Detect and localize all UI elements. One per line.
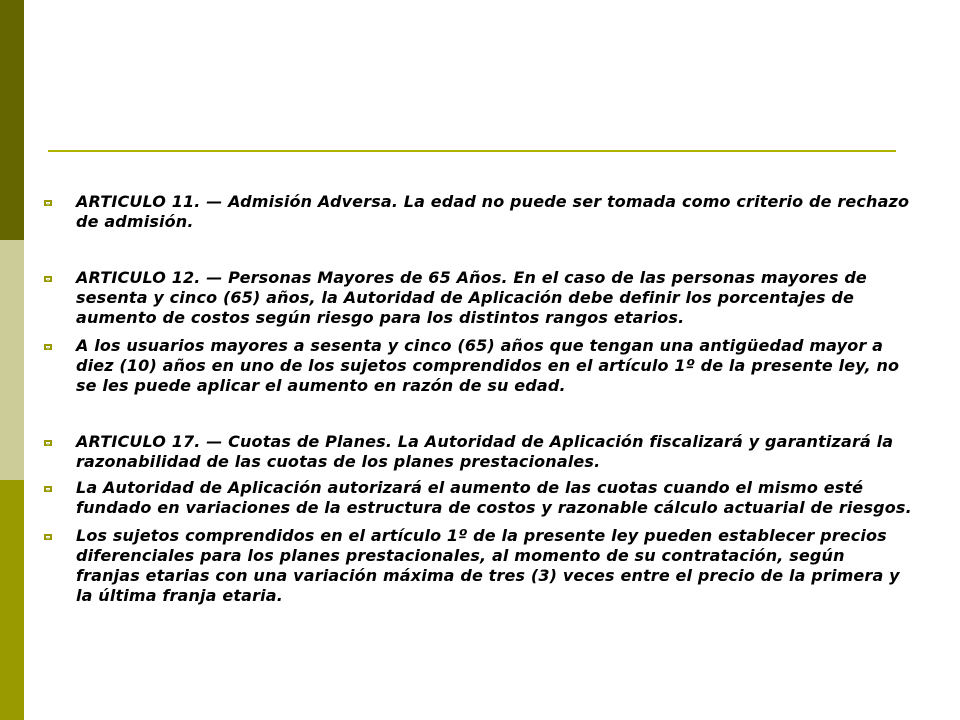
bullet-item-aumento-cuotas	[44, 478, 914, 518]
square-bullet-icon	[44, 486, 52, 492]
bullet-text: La Autoridad de Aplicación autorizará el aumento de las cuotas cuando el mismo esté fundado en variaciones de la estructura de costos y razonable cálculo actuarial de riesgos.	[76, 478, 912, 517]
square-bullet-icon	[44, 534, 52, 540]
side-bar-bottom	[0, 480, 24, 720]
bullet-text: A los usuarios mayores a sesenta y cinco (65) años que tengan una antigüedad mayor a diez (10) años en uno de los sujetos comprendidos en el artículo 1º de la presente ley, no se les puede aplicar el aumento en razón de su edad.	[76, 336, 900, 395]
side-bar-top	[0, 0, 24, 240]
bullet-text: ARTICULO 17. — Cuotas de Planes. La Autoridad de Aplicación fiscalizará y garantizará la razonabilidad de las cuotas de los planes prestacionales.	[76, 432, 894, 471]
bullet-item-articulo-12	[44, 268, 914, 328]
square-bullet-icon	[44, 440, 52, 446]
bullet-item-articulo-17	[44, 432, 914, 472]
square-bullet-icon	[44, 276, 52, 282]
square-bullet-icon	[44, 344, 52, 350]
bullet-item-usuarios-mayores	[44, 336, 914, 396]
bullet-text: Los sujetos comprendidos en el artículo 1º de la presente ley pueden establecer precios diferenciales para los planes prestacionales, al momento de su contratación, según franjas etarias con una variación máxima de tres (3) veces entre el precio de la primera y la última franja etaria.	[76, 526, 900, 605]
bullet-item-articulo-11	[44, 192, 914, 232]
bullet-text: ARTICULO 11. — Admisión Adversa. La edad no puede ser tomada como criterio de rechazo de admisión.	[76, 192, 910, 231]
bullet-item-precios-diferenciales	[44, 526, 914, 606]
title-divider	[48, 150, 896, 152]
square-bullet-icon	[44, 200, 52, 206]
side-bar-middle	[0, 240, 24, 480]
bullet-text: ARTICULO 12. — Personas Mayores de 65 Años. En el caso de las personas mayores de sesenta y cinco (65) años, la Autoridad de Aplicación debe definir los porcentajes de aumento de costos según riesgo para los distintos rangos etarios.	[76, 268, 867, 327]
